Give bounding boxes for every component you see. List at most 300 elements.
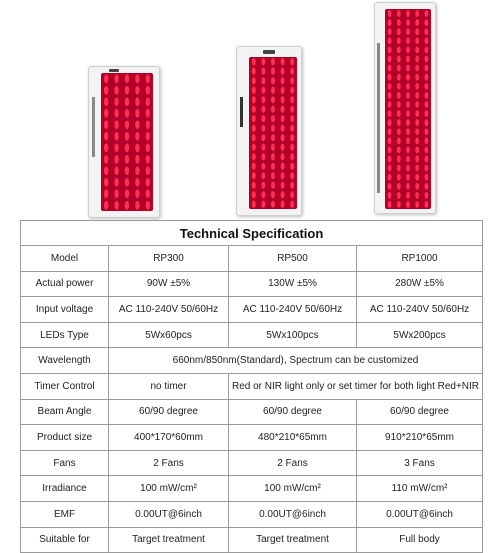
led-icon [397, 10, 401, 17]
led-icon [146, 189, 150, 198]
led-icon [271, 172, 275, 179]
led-icon [415, 156, 419, 163]
led-icon [135, 143, 139, 152]
table-cell: 0.00UT@6inch [357, 501, 483, 527]
led-icon [424, 46, 428, 53]
led-icon [397, 101, 401, 108]
table-cell: 480*210*65mm [229, 425, 357, 451]
led-icon [281, 77, 285, 84]
led-icon [424, 156, 428, 163]
table-cell: 2 Fans [229, 450, 357, 476]
led-icon [397, 174, 401, 181]
led-icon [261, 115, 265, 122]
model-rp500: RP500 [229, 246, 357, 272]
power-switch-icon [263, 50, 275, 54]
panel-side-strip [377, 43, 380, 193]
led-icon [252, 68, 256, 75]
led-icon [281, 163, 285, 170]
led-icon [424, 19, 428, 26]
led-icon [281, 144, 285, 151]
led-icon [125, 201, 129, 210]
led-icon [290, 68, 294, 75]
led-icon [281, 172, 285, 179]
led-icon [261, 163, 265, 170]
led-icon [281, 87, 285, 94]
led-icon [397, 137, 401, 144]
led-icon [415, 137, 419, 144]
led-icon [146, 74, 150, 83]
led-icon [281, 115, 285, 122]
led-icon [125, 189, 129, 198]
led-icon [125, 74, 129, 83]
led-icon [271, 163, 275, 170]
table-cell: AC 110-240V 50/60Hz [229, 297, 357, 323]
led-icon [290, 144, 294, 151]
led-icon [415, 28, 419, 35]
table-cell: AC 110-240V 50/60Hz [357, 297, 483, 323]
led-icon [397, 146, 401, 153]
led-icon [252, 182, 256, 189]
led-icon [415, 165, 419, 172]
led-icon [125, 132, 129, 141]
table-cell: Full body [357, 527, 483, 553]
led-icon [271, 106, 275, 113]
led-icon [261, 125, 265, 132]
led-icon [397, 19, 401, 26]
led-icon [388, 46, 392, 53]
row-label: Beam Angle [21, 399, 109, 425]
led-icon [252, 153, 256, 160]
table-row [21, 476, 483, 502]
led-icon [406, 19, 410, 26]
table-row [21, 527, 483, 553]
led-icon [104, 155, 108, 164]
led-icon [415, 174, 419, 181]
led-icon [290, 134, 294, 141]
led-icon [290, 87, 294, 94]
led-icon [388, 201, 392, 208]
led-icon [290, 172, 294, 179]
led-icon [424, 28, 428, 35]
led-icon [104, 97, 108, 106]
led-icon [271, 68, 275, 75]
led-icon [388, 19, 392, 26]
table-cell: 5Wx200pcs [357, 322, 483, 348]
row-label: EMF [21, 501, 109, 527]
led-icon [104, 74, 108, 83]
row-label: Fans [21, 450, 109, 476]
led-icon [261, 153, 265, 160]
led-icon [252, 96, 256, 103]
led-icon [252, 77, 256, 84]
led-icon [406, 101, 410, 108]
led-icon [388, 110, 392, 117]
led-icon [290, 96, 294, 103]
led-icon [281, 96, 285, 103]
rp500-panel-image [236, 46, 302, 216]
led-icon [281, 191, 285, 198]
led-icon [415, 192, 419, 199]
led-icon [114, 189, 118, 198]
led-icon [271, 134, 275, 141]
led-icon [114, 166, 118, 175]
led-icon [290, 163, 294, 170]
led-icon [271, 125, 275, 132]
led-icon [125, 120, 129, 129]
row-label: Actual power [21, 271, 109, 297]
led-icon [281, 58, 285, 65]
led-icon [406, 146, 410, 153]
led-icon [406, 128, 410, 135]
led-icon [415, 119, 419, 126]
table-cell: Target treatment [109, 527, 229, 553]
led-icon [424, 10, 428, 17]
led-icon [290, 125, 294, 132]
led-icon [406, 165, 410, 172]
led-icon [261, 77, 265, 84]
led-icon [388, 174, 392, 181]
table-cell: 130W ±5% [229, 271, 357, 297]
table-cell: 280W ±5% [357, 271, 483, 297]
led-icon [406, 201, 410, 208]
led-icon [406, 10, 410, 17]
led-icon [135, 97, 139, 106]
table-cell: 60/90 degree [109, 399, 229, 425]
led-grid-svg [385, 9, 431, 209]
led-icon [281, 134, 285, 141]
led-icon [397, 92, 401, 99]
led-icon [146, 132, 150, 141]
led-icon [424, 146, 428, 153]
led-icon [125, 97, 129, 106]
table-cell-merged: Red or NIR light only or set timer for both light Red+NIR [229, 373, 483, 399]
led-icon [388, 137, 392, 144]
led-icon [281, 106, 285, 113]
table-row [21, 297, 483, 323]
table-row [21, 399, 483, 425]
led-icon [388, 192, 392, 199]
led-icon [104, 109, 108, 118]
led-icon [424, 137, 428, 144]
led-icon [397, 128, 401, 135]
led-icon [135, 109, 139, 118]
header-label: Model [21, 246, 109, 272]
led-icon [261, 172, 265, 179]
table-row [21, 271, 483, 297]
led-icon [125, 178, 129, 187]
led-icon [104, 132, 108, 141]
led-icon [415, 92, 419, 99]
led-icon [424, 92, 428, 99]
led-icon [424, 110, 428, 117]
table-row [21, 501, 483, 527]
led-icon [252, 58, 256, 65]
led-icon [424, 183, 428, 190]
led-icon [415, 10, 419, 17]
table-cell: 100 mW/cm² [109, 476, 229, 502]
led-icon [290, 182, 294, 189]
led-icon [261, 144, 265, 151]
led-icon [406, 183, 410, 190]
table-cell: 60/90 degree [357, 399, 483, 425]
table-cell: 60/90 degree [229, 399, 357, 425]
led-icon [424, 56, 428, 63]
table-cell: 910*210*65mm [357, 425, 483, 451]
led-icon [397, 201, 401, 208]
led-icon [261, 87, 265, 94]
led-icon [135, 86, 139, 95]
led-icon [252, 201, 256, 208]
led-icon [406, 92, 410, 99]
table-cell: Target treatment [229, 527, 357, 553]
table-cell: AC 110-240V 50/60Hz [109, 297, 229, 323]
led-icon [252, 191, 256, 198]
led-icon [281, 153, 285, 160]
led-icon [135, 189, 139, 198]
led-icon [271, 115, 275, 122]
led-icon [388, 10, 392, 17]
led-icon [388, 83, 392, 90]
led-icon [415, 37, 419, 44]
led-icon [135, 201, 139, 210]
led-icon [261, 201, 265, 208]
led-icon [271, 77, 275, 84]
led-icon [388, 65, 392, 72]
led-icon [281, 125, 285, 132]
table-cell: no timer [109, 373, 229, 399]
led-icon [261, 96, 265, 103]
led-icon [397, 74, 401, 81]
led-array [385, 9, 431, 209]
led-icon [135, 74, 139, 83]
led-icon [261, 68, 265, 75]
led-icon [146, 109, 150, 118]
led-icon [252, 125, 256, 132]
led-icon [397, 56, 401, 63]
led-icon [415, 74, 419, 81]
table-row [21, 450, 483, 476]
led-icon [252, 115, 256, 122]
table-row [21, 348, 483, 374]
led-icon [114, 86, 118, 95]
row-label: Product size [21, 425, 109, 451]
led-icon [415, 101, 419, 108]
led-icon [397, 183, 401, 190]
led-icon [397, 165, 401, 172]
table-cell: 2 Fans [109, 450, 229, 476]
led-icon [388, 128, 392, 135]
led-icon [406, 74, 410, 81]
table-title-row [21, 221, 483, 246]
led-icon [271, 182, 275, 189]
led-icon [271, 96, 275, 103]
table-cell: 100 mW/cm² [229, 476, 357, 502]
row-label: Wavelength [21, 348, 109, 374]
led-icon [104, 143, 108, 152]
led-icon [424, 174, 428, 181]
table-row [21, 425, 483, 451]
led-icon [125, 143, 129, 152]
led-icon [290, 58, 294, 65]
led-icon [261, 182, 265, 189]
panel-side-strip [240, 97, 243, 127]
spec-table [20, 220, 483, 553]
led-icon [146, 120, 150, 129]
led-icon [271, 153, 275, 160]
led-icon [406, 46, 410, 53]
led-icon [290, 115, 294, 122]
led-icon [415, 83, 419, 90]
led-icon [388, 146, 392, 153]
led-icon [290, 106, 294, 113]
led-icon [415, 110, 419, 117]
led-icon [424, 192, 428, 199]
led-icon [397, 156, 401, 163]
led-icon [125, 109, 129, 118]
row-label: Suitable for [21, 527, 109, 553]
led-icon [406, 137, 410, 144]
led-icon [424, 101, 428, 108]
led-icon [271, 87, 275, 94]
led-icon [406, 83, 410, 90]
led-icon [424, 74, 428, 81]
led-icon [424, 165, 428, 172]
led-icon [271, 58, 275, 65]
led-icon [424, 201, 428, 208]
led-icon [125, 86, 129, 95]
row-label: Timer Control [21, 373, 109, 399]
led-icon [135, 155, 139, 164]
led-icon [424, 119, 428, 126]
led-icon [135, 178, 139, 187]
led-icon [388, 37, 392, 44]
led-icon [388, 156, 392, 163]
led-icon [271, 191, 275, 198]
led-icon [424, 65, 428, 72]
led-grid-svg [249, 57, 297, 209]
led-icon [135, 166, 139, 175]
panel-side-strip [92, 97, 95, 157]
power-switch-icon [109, 69, 119, 72]
led-icon [415, 183, 419, 190]
model-rp300: RP300 [109, 246, 229, 272]
led-icon [281, 182, 285, 189]
led-icon [397, 192, 401, 199]
led-icon [281, 201, 285, 208]
led-icon [114, 120, 118, 129]
led-icon [397, 28, 401, 35]
led-array [101, 73, 153, 211]
table-cell: 0.00UT@6inch [109, 501, 229, 527]
led-icon [388, 165, 392, 172]
led-icon [271, 201, 275, 208]
led-icon [252, 106, 256, 113]
led-icon [415, 19, 419, 26]
led-icon [114, 109, 118, 118]
row-label: Irradiance [21, 476, 109, 502]
table-cell: 0.00UT@6inch [229, 501, 357, 527]
led-icon [415, 65, 419, 72]
led-icon [146, 201, 150, 210]
led-icon [252, 163, 256, 170]
rp300-panel-image [88, 66, 160, 218]
led-icon [424, 83, 428, 90]
led-icon [397, 37, 401, 44]
led-icon [406, 119, 410, 126]
led-icon [104, 166, 108, 175]
led-icon [104, 120, 108, 129]
table-cell-merged: 660nm/850nm(Standard), Spectrum can be customized [109, 348, 483, 374]
led-icon [406, 156, 410, 163]
table-cell: 110 mW/cm² [357, 476, 483, 502]
led-icon [406, 110, 410, 117]
led-icon [125, 166, 129, 175]
led-icon [261, 106, 265, 113]
led-icon [290, 77, 294, 84]
led-icon [114, 201, 118, 210]
led-icon [406, 28, 410, 35]
table-title: Technical Specification [21, 221, 483, 246]
led-icon [424, 37, 428, 44]
led-icon [261, 134, 265, 141]
led-icon [388, 183, 392, 190]
led-icon [135, 120, 139, 129]
led-icon [135, 132, 139, 141]
table-cell: 90W ±5% [109, 271, 229, 297]
led-icon [397, 65, 401, 72]
led-icon [252, 172, 256, 179]
led-icon [406, 192, 410, 199]
led-icon [114, 132, 118, 141]
led-icon [146, 166, 150, 175]
led-icon [415, 201, 419, 208]
led-icon [397, 110, 401, 117]
led-icon [114, 155, 118, 164]
led-icon [406, 37, 410, 44]
led-icon [104, 189, 108, 198]
rp1000-panel-image [374, 2, 436, 214]
led-icon [114, 178, 118, 187]
led-icon [397, 83, 401, 90]
led-icon [125, 155, 129, 164]
led-array [249, 57, 297, 209]
led-icon [415, 128, 419, 135]
led-icon [406, 65, 410, 72]
led-icon [397, 46, 401, 53]
table-cell: 5Wx100pcs [229, 322, 357, 348]
led-icon [252, 87, 256, 94]
led-grid-svg [101, 73, 153, 211]
table-header-row [21, 246, 483, 272]
led-icon [104, 86, 108, 95]
led-icon [261, 58, 265, 65]
led-icon [290, 191, 294, 198]
led-icon [388, 74, 392, 81]
led-icon [406, 174, 410, 181]
led-icon [406, 56, 410, 63]
led-icon [388, 28, 392, 35]
led-icon [424, 128, 428, 135]
led-icon [388, 92, 392, 99]
led-icon [415, 46, 419, 53]
led-icon [146, 97, 150, 106]
led-icon [388, 119, 392, 126]
led-icon [146, 143, 150, 152]
model-rp1000: RP1000 [357, 246, 483, 272]
led-icon [104, 178, 108, 187]
led-icon [146, 155, 150, 164]
led-icon [261, 191, 265, 198]
